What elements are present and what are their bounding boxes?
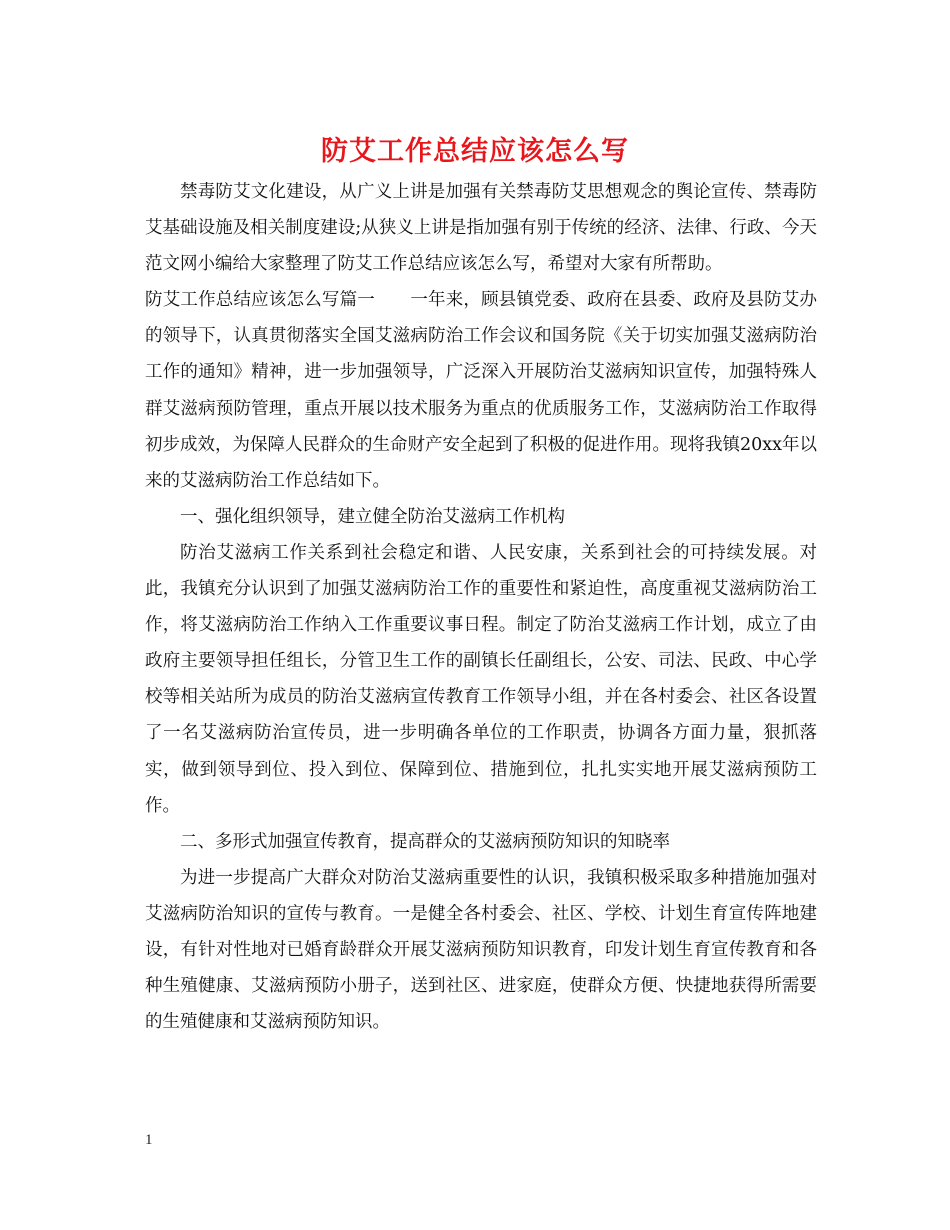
paragraph-article-opening: 防艾工作总结应该怎么写篇一 一年来，顾县镇党委、政府在县委、政府及县防艾办的领导下，认真贯彻落实全国艾滋病防治工作会议和国务院《关于切实加强艾滋病防治工作的通知》精神，进一步加强领导，广泛深入开展防治艾滋病知识宣传，加强特殊人群艾滋病预防管理，重点开展以技术服务为重点的优质服务工作，艾滋病防治工作取得初步成效，为保障人民群众的生命财产安全起到了积极的促进作用。现将我镇20xx年以来的艾滋病防治工作总结如下。 (145, 290, 818, 491)
paragraph-section-1: 防治艾滋病工作关系到社会稳定和谐、人民安康，关系到社会的可持续发展。对此，我镇充分认识到了加强艾滋病防治工作的重要性和紧迫性，高度重视艾滋病防治工作，将艾滋病防治工作纳入工作重要议事日程。制定了防治艾滋病工作计划，成立了由政府主要领导担任组长，分管卫生工作的副镇长任副组长，公安、司法、民政、中心学校等相关站所为成员的防治艾滋病宣传教育工作领导小组，并在各村委会、社区各设置了一名艾滋病防治宣传员，进一步明确各单位的工作职责，协调各方面力量，狠抓落实，做到领导到位、投入到位、保障到位、措施到位，扎扎实实地开展艾滋病预防工作。 (145, 542, 817, 816)
document-body (145, 174, 817, 1040)
page-number: 1 (145, 1132, 153, 1148)
document-title: 防艾工作总结应该怎么写 (321, 136, 629, 167)
section-heading-2: 二、多形式加强宣传教育，提高群众的艾滋病预防知识的知晓率 (180, 831, 670, 852)
paragraph-section-2: 为进一步提高广大群众对防治艾滋病重要性的认识，我镇积极采取多种措施加强对艾滋病防治知识的宣传与教育。一是健全各村委会、社区、学校、计划生育宣传阵地建设，有针对性地对已婚育龄群众开展艾滋病预防知识教育，印发计划生育宣传教育和各种生殖健康、艾滋病预防小册子，送到社区、进家庭，使群众方便、快捷地获得所需要的生殖健康和艾滋病预防知识。 (145, 867, 817, 1033)
paragraph-intro: 禁毒防艾文化建设，从广义上讲是加强有关禁毒防艾思想观念的舆论宣传、禁毒防艾基础设施及相关制度建设;从狭义上讲是指加强有别于传统的经济、法律、行政、今天范文网小编给大家整理了防艾工作总结应该怎么写，希望对大家有所帮助。 (145, 182, 817, 275)
section-heading-1: 一、强化组织领导，建立健全防治艾滋病工作机构 (180, 506, 565, 527)
